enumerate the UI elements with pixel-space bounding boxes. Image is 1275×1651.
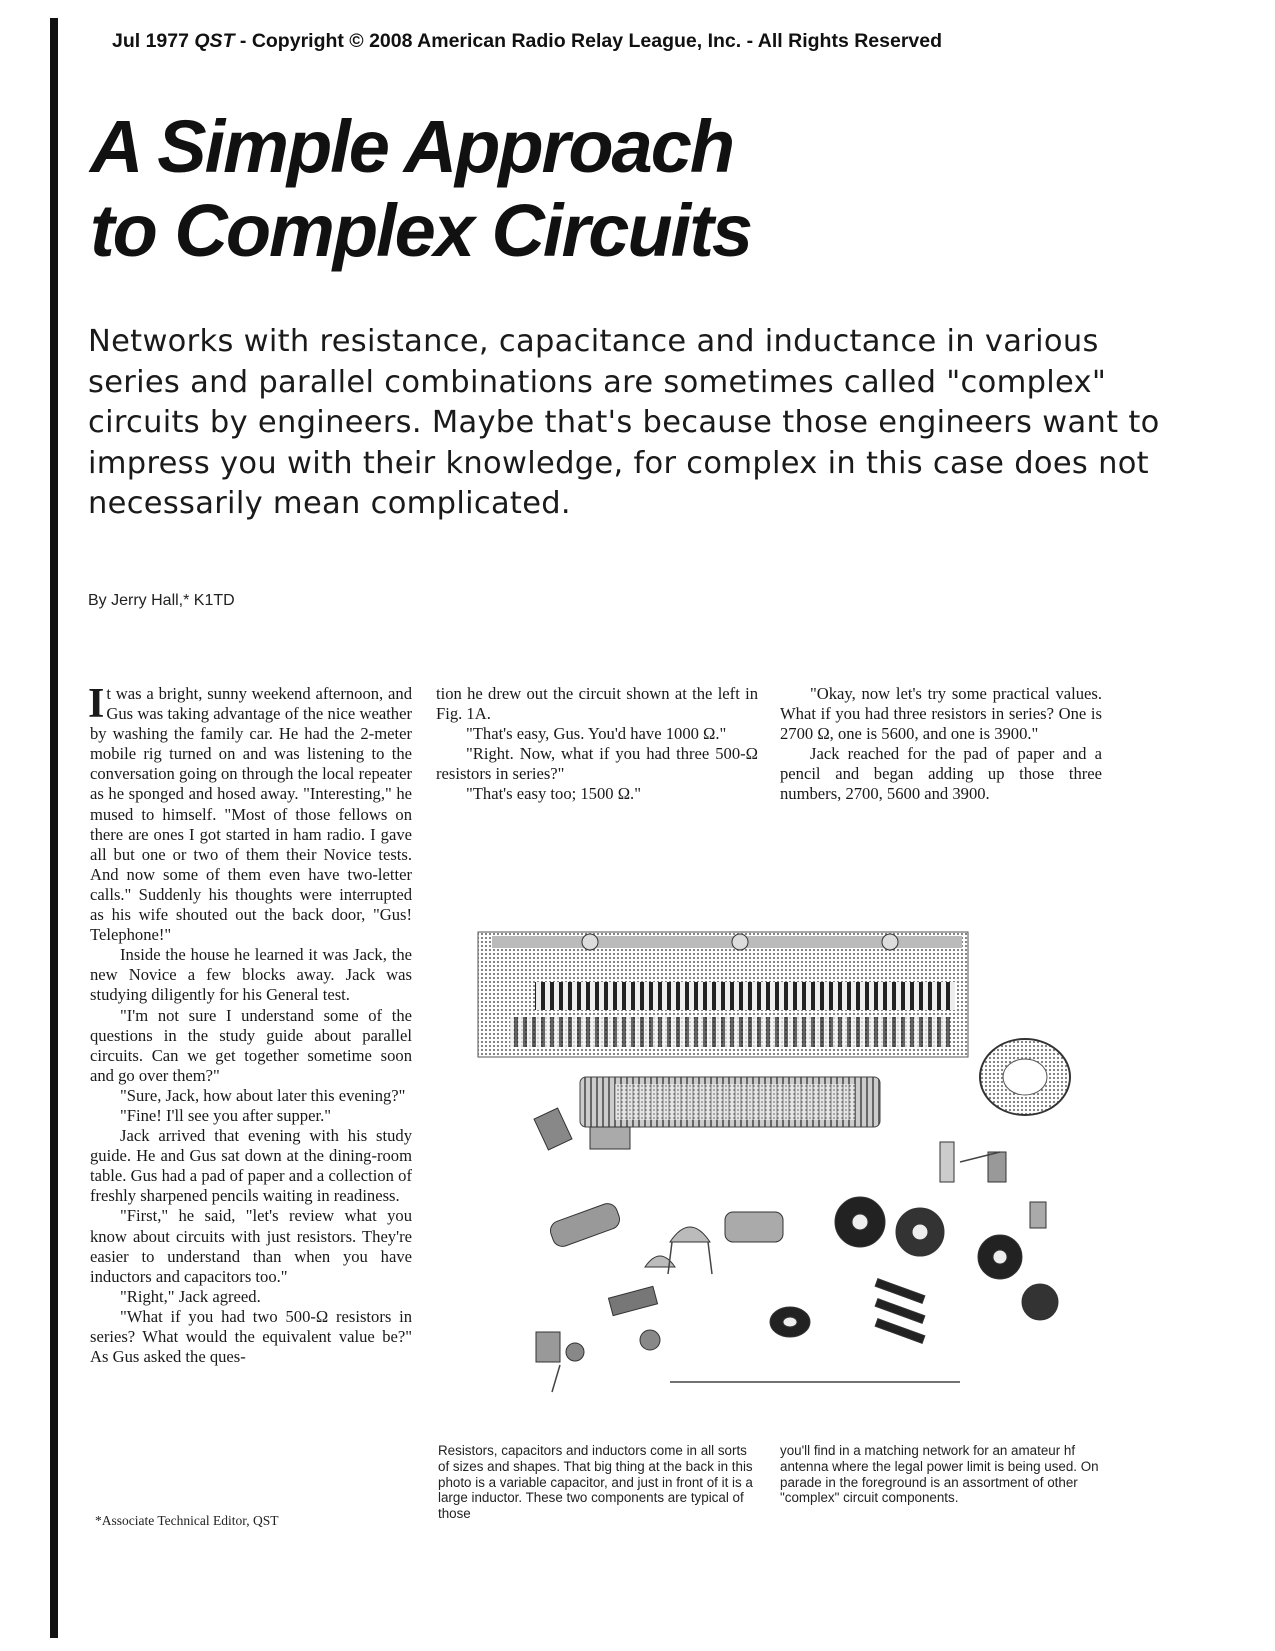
paragraph: "First," he said, "let's review what you know about circuits with just resistors. They're easier to understand than when you have inductors and capacitors too." xyxy=(90,1206,412,1286)
title-line-2: to Complex Circuits xyxy=(90,189,751,272)
paragraph: tion he drew out the circuit shown at the left in Fig. 1A. xyxy=(436,684,758,724)
photo-caption-right: you'll find in a matching network for an amateur hf antenna where the legal power limit is being used. On parade in the foreground is an assortment of other "complex" circuit components. xyxy=(780,1443,1099,1506)
byline: By Jerry Hall,* K1TD xyxy=(88,592,235,609)
paragraph: It was a bright, sunny weekend afternoon, and Gus was taking advantage of the nice weather by washing the family car. He had the 2-meter mobile rig turned on and was listening to the conversation going on through the local repeater as he sponged and hosed away. "Interesting," he mused to himself. "Most of those fellows on there are ones I got started in ham radio. I gave all but one or two of them their Novice tests. And now some of them even have two-letter calls." Suddenly his thoughts were interrupted as his wife shouted out the back door, "Gus! Telephone!" xyxy=(88,681,412,945)
title-line-1: A Simple Approach xyxy=(90,105,734,188)
toroid-coil xyxy=(980,1039,1070,1115)
paragraph: "That's easy too; 1500 Ω." xyxy=(466,784,641,804)
inductor xyxy=(580,1077,880,1127)
small-components xyxy=(534,1108,1058,1362)
column-3 xyxy=(780,684,1102,805)
column-2 xyxy=(436,684,758,805)
paragraph: "Right. Now, what if you had three 500-Ω resistors in series?" xyxy=(436,744,758,784)
photo-caption-left: Resistors, capacitors and inductors come in all sorts of sizes and shapes. That big thing at the back in this photo is a variable capacitor, and just in front of it is a large inductor. These two components are typical of those xyxy=(438,1443,753,1522)
paragraph: "Sure, Jack, how about later this evening?" xyxy=(120,1085,406,1105)
components-photo xyxy=(440,912,1100,1402)
paragraph: Jack arrived that evening with his study guide. He and Gus sat down at the dining-room table. Gus had a pad of paper and a collection of freshly sharpened pencils waiting in readiness. xyxy=(90,1126,412,1206)
component-leads xyxy=(552,1152,1000,1392)
paragraph: Inside the house he learned it was Jack, the new Novice a few blocks away. Jack was studying diligently for his General test. xyxy=(90,945,412,1005)
paragraph: "Okay, now let's try some practical values. What if you had three resistors in series? One is 2700 Ω, one is 5600, and one is 3900." xyxy=(780,684,1102,744)
article-dek: Networks with resistance, capacitance and inductance in various series and parallel combinations are sometimes called "complex" circuits by engineers. Maybe that's because those engineers want to impress you with their knowledge, for complex in this case does not necessarily mean complicated. xyxy=(88,324,1160,521)
paragraph: "I'm not sure I understand some of the questions in the study guide about parallel circuits. Can we get together sometime soon and go over them?" xyxy=(90,1005,412,1085)
paragraph: "Fine! I'll see you after supper." xyxy=(120,1105,331,1125)
column-1 xyxy=(88,681,412,1367)
drop-cap: I xyxy=(88,681,105,727)
margin-rule xyxy=(50,18,58,1638)
copyright-header: Jul 1977 QST - Copyright © 2008 American Radio Relay League, Inc. - All Rights Reserved xyxy=(112,30,943,52)
paragraph: "That's easy, Gus. You'd have 1000 Ω." xyxy=(466,724,727,744)
paragraph: "What if you had two 500-Ω resistors in series? What would the equivalent value be?" As Gus asked the ques- xyxy=(90,1306,412,1367)
variable-capacitor xyxy=(478,932,968,1057)
paragraph: "Right," Jack agreed. xyxy=(120,1286,261,1306)
paragraph: Jack reached for the pad of paper and a pencil and began adding up those three numbers, 2700, 5600 and 3900. xyxy=(780,744,1102,804)
article-title xyxy=(90,105,1190,273)
footnote: *Associate Technical Editor, QST xyxy=(95,1513,279,1528)
